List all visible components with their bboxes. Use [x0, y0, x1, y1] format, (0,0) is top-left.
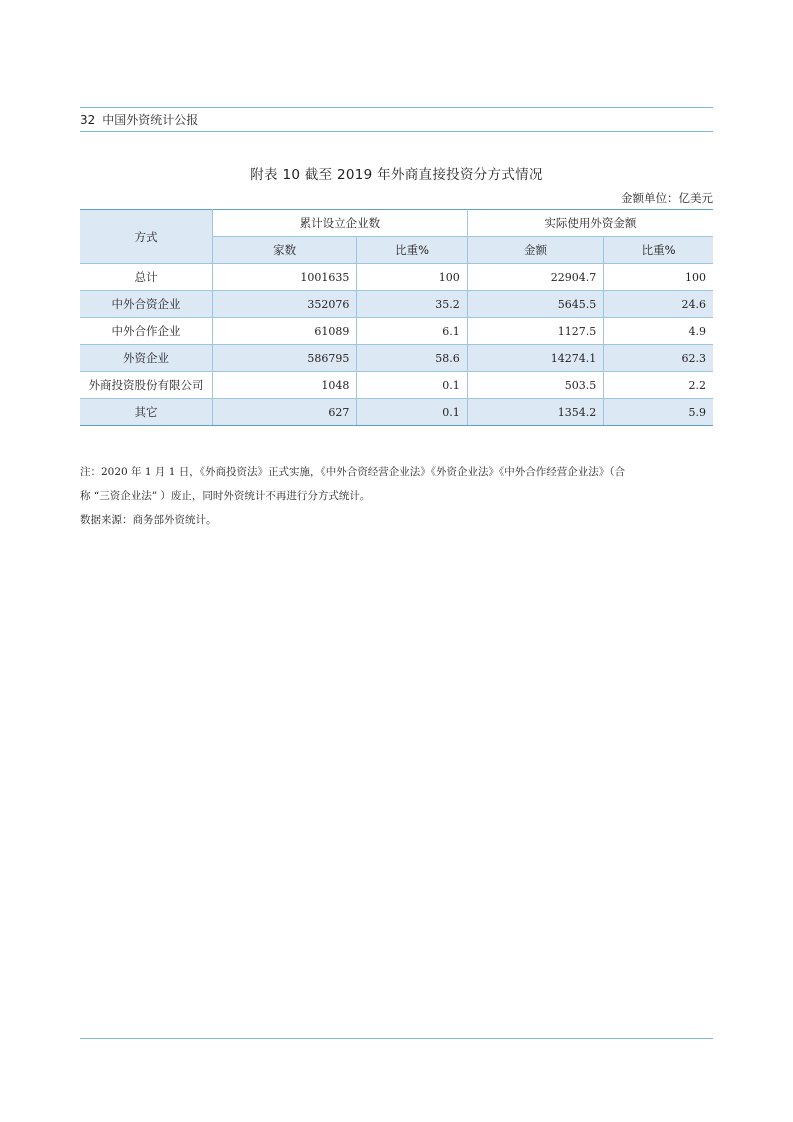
data-source: 数据来源：商务部外资统计。 — [80, 514, 217, 526]
note-line-1: 注：2020 年 1 月 1 日，《外商投资法》正式实施，《中外合资经营企业法》《外资企业法》《中外合作经营企业法》（合 — [80, 466, 626, 478]
cell-count: 586795 — [213, 345, 357, 372]
column-header-count-share: 比重% — [357, 237, 467, 264]
cell-amount-share: 100 — [604, 264, 713, 291]
column-header-amount-share: 比重% — [604, 237, 713, 264]
table-title: 附表 10 截至 2019 年外商直接投资分方式情况 — [250, 167, 543, 183]
header-top-rule — [80, 107, 713, 108]
row-label: 中外合资企业 — [80, 291, 213, 318]
column-header-count: 家数 — [213, 237, 357, 264]
column-header-method: 方式 — [80, 210, 213, 264]
table-row — [80, 399, 713, 426]
row-label: 中外合作企业 — [80, 318, 213, 345]
cell-count-share: 100 — [357, 264, 467, 291]
note-line-2: 称 “三资企业法” ）废止，同时外资统计不再进行分方式统计。 — [80, 490, 371, 502]
row-label: 总计 — [80, 264, 213, 291]
running-title: 中国外资统计公报 — [102, 113, 199, 127]
cell-count-share: 58.6 — [357, 345, 467, 372]
table-row — [80, 318, 713, 345]
table-notes — [80, 460, 713, 532]
cell-amount: 503.5 — [467, 372, 603, 399]
cell-count: 1001635 — [213, 264, 357, 291]
table-row — [80, 345, 713, 372]
cell-amount-share: 2.2 — [604, 372, 713, 399]
cell-count-share: 0.1 — [357, 372, 467, 399]
cell-amount: 5645.5 — [467, 291, 603, 318]
cell-count-share: 35.2 — [357, 291, 467, 318]
cell-amount-share: 5.9 — [604, 399, 713, 426]
running-header — [80, 110, 198, 130]
column-group-cumulative: 累计设立企业数 — [213, 210, 468, 237]
page-number: 32 — [80, 113, 96, 127]
row-label: 外资企业 — [80, 345, 213, 372]
cell-count: 1048 — [213, 372, 357, 399]
data-table — [80, 209, 713, 426]
cell-amount-share: 4.9 — [604, 318, 713, 345]
table-row — [80, 372, 713, 399]
cell-count: 61089 — [213, 318, 357, 345]
footer-rule — [80, 1038, 713, 1039]
cell-amount: 14274.1 — [467, 345, 603, 372]
cell-amount-share: 24.6 — [604, 291, 713, 318]
cell-count-share: 0.1 — [357, 399, 467, 426]
cell-amount: 1354.2 — [467, 399, 603, 426]
row-label: 外商投资股份有限公司 — [80, 372, 213, 399]
cell-amount: 22904.7 — [467, 264, 603, 291]
cell-amount-share: 62.3 — [604, 345, 713, 372]
cell-amount: 1127.5 — [467, 318, 603, 345]
cell-count: 627 — [213, 399, 357, 426]
column-header-amount: 金额 — [467, 237, 603, 264]
table-row — [80, 264, 713, 291]
table-row — [80, 291, 713, 318]
column-group-actual: 实际使用外资金额 — [467, 210, 713, 237]
header-bottom-rule — [80, 131, 713, 132]
table-unit: 金额单位：亿美元 — [621, 191, 713, 205]
cell-count: 352076 — [213, 291, 357, 318]
cell-count-share: 6.1 — [357, 318, 467, 345]
row-label: 其它 — [80, 399, 213, 426]
